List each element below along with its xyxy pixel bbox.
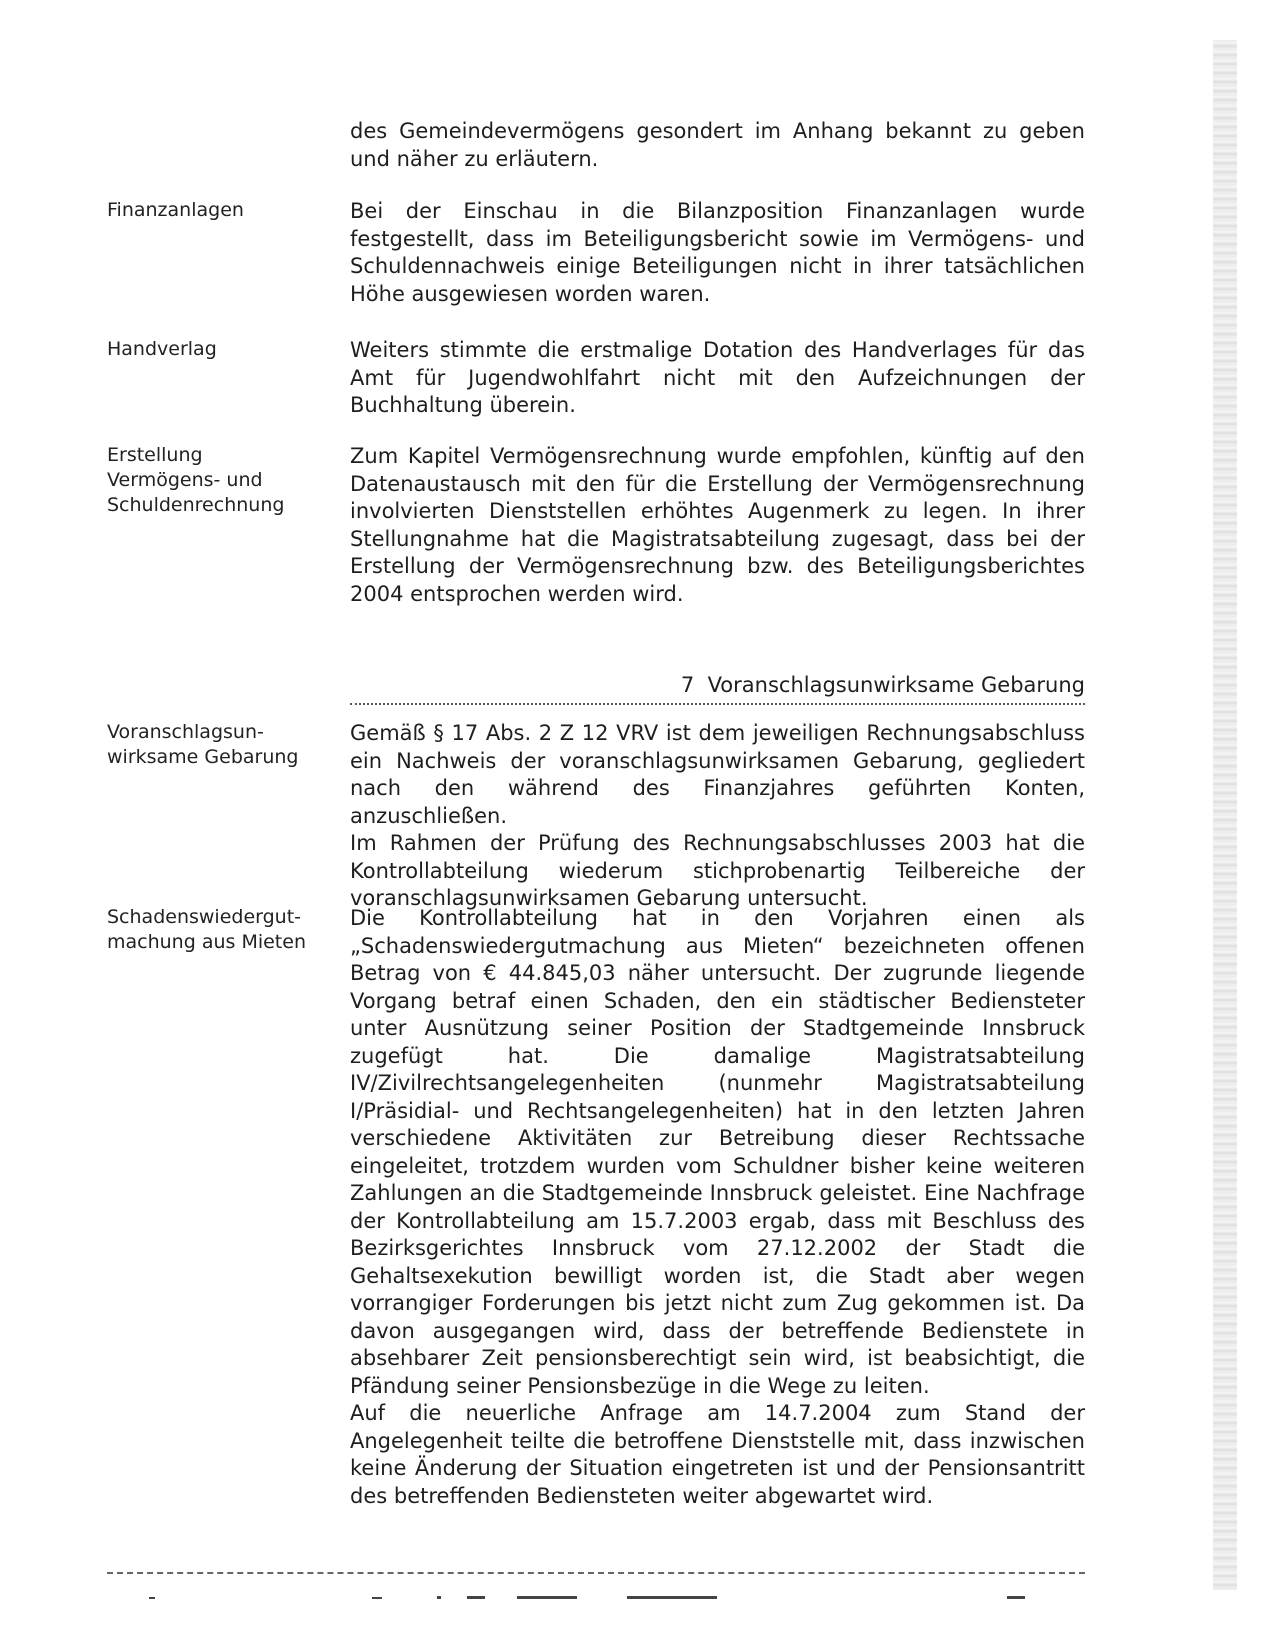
label-erstellung-line-3: Schuldenrechnung [107, 494, 285, 516]
paragraph-schaden [350, 905, 1085, 1510]
label-schaden-line-2: machung aus Mieten [107, 931, 306, 953]
scan-edge-artifact [1213, 40, 1237, 1590]
intro-paragraph [350, 118, 1085, 173]
text-voranschlag-1: Gemäß § 17 Abs. 2 Z 12 VRV ist dem jeweiligen Rechnungsabschluss ein Nachweis der voranschlagsunwirksamen Gebarung, gegliedert nach den während des Finanzjahres geführten Konten, anzuschließen. [350, 721, 1085, 828]
text-schaden-1: Die Kontrollabteilung hat in den Vorjahren einen als „Schadenswiedergutmachung aus Mieten“ bezeichneten offenen Betrag von € 44.845,03 näher untersucht. Der zugrunde liegende Vorgang betraf einen Schaden, den ein städtischer Bediensteter unter Ausnützung seiner Position der Stadtgemeinde Innsbruck zugefügt hat. Die damalige Magistratsabteilung IV/Zivilrechtsangelegenheiten (nunmehr Magistratsabteilung I/Präsidial- und Rechtsangelegenheiten) hat in den letzten Jahren verschiedene Aktivitäten zur Betreibung dieser Rechtssache eingeleitet, trotzdem wurden vom Schuldner bisher keine weiteren Zahlungen an die Stadtgemeinde Innsbruck geleistet. Eine Nachfrage der Kontrollabteilung am 15.7.2003 ergab, dass mit Beschluss des Bezirksgerichtes Innsbruck vom 27.12.2002 der Stadt die Gehaltsexekution bewilligt worden ist, die Stadt aber wegen vorrangiger Forderungen bis jetzt nicht zum Zug gekommen ist. Da davon ausgegangen wird, dass der betreffende Bedienstete in absehbarer Zeit pensionsberechtigt sein wird, ist beabsichtigt, die Pfändung seiner Pensionsbezüge in die Wege zu leiten. [350, 906, 1085, 1398]
section-title: Voranschlagsunwirksame Gebarung [707, 673, 1085, 697]
label-voranschlag-line-1: Voranschlagsun- [107, 721, 264, 743]
paragraph-voranschlag [350, 720, 1085, 913]
paragraph-erstellung [350, 443, 1085, 608]
label-erstellung-line-1: Erstellung [107, 444, 203, 466]
footer-fragment-marks [107, 1593, 1085, 1602]
label-erstellung-line-2: Vermögens- und [107, 469, 263, 491]
footer-dashed-rule [107, 1572, 1085, 1574]
footer-cut-off-text [107, 1590, 1085, 1602]
section-dotted-rule [350, 703, 1085, 705]
paragraph-handverlag [350, 337, 1085, 420]
margin-label-schaden [107, 905, 307, 955]
text-erstellung: Zum Kapitel Vermögensrechnung wurde empfohlen, künftig auf den Datenaustausch mit den für die Erstellung der Vermögensrechnung involvierten Dienststellen erhöhtes Augenmerk zu legen. In ihrer Stellungnahme hat die Magistratsabteilung zugesagt, dass bei der Erstellung der Vermögensrechnung bzw. des Beteiligungsberichtes 2004 entsprochen werden wird. [350, 444, 1085, 606]
text-voranschlag-2: Im Rahmen der Prüfung des Rechnungsabschlusses 2003 hat die Kontrollabteilung wiederum stichprobenartig Teilbereiche der voranschlagsunwirksamen Gebarung untersucht. [350, 831, 1085, 910]
margin-label-erstellung [107, 443, 307, 518]
intro-text: des Gemeindevermögens gesondert im Anhang bekannt zu geben und näher zu erläutern. [350, 119, 1085, 171]
label-finanzanlagen: Finanzanlagen [107, 199, 244, 221]
margin-label-finanzanlagen [107, 198, 307, 223]
section-heading [350, 672, 1085, 699]
text-handverlag: Weiters stimmte die erstmalige Dotation des Handverlages für das Amt für Jugendwohlfahrt nicht mit den Aufzeichnungen der Buchhaltung überein. [350, 338, 1085, 417]
text-schaden-2: Auf die neuerliche Anfrage am 14.7.2004 zum Stand der Angelegenheit teilte die betroffene Dienststelle mit, dass inzwischen keine Änderung der Situation eingetreten ist und der Pensionsantritt des betreffenden Bediensteten weiter abgewartet wird. [350, 1401, 1085, 1508]
section-number: 7 [680, 673, 695, 697]
label-handverlag: Handverlag [107, 338, 217, 360]
margin-label-handverlag [107, 337, 307, 362]
label-voranschlag-line-2: wirksame Gebarung [107, 746, 299, 768]
margin-label-voranschlag [107, 720, 307, 770]
label-schaden-line-1: Schadenswiedergut- [107, 906, 302, 928]
text-finanzanlagen: Bei der Einschau in die Bilanzposition Finanzanlagen wurde festgestellt, dass im Beteiligungsbericht sowie im Vermögens- und Schuldennachweis einige Beteiligungen nicht in ihrer tatsächlichen Höhe ausgewiesen worden waren. [350, 199, 1085, 306]
paragraph-finanzanlagen [350, 198, 1085, 308]
